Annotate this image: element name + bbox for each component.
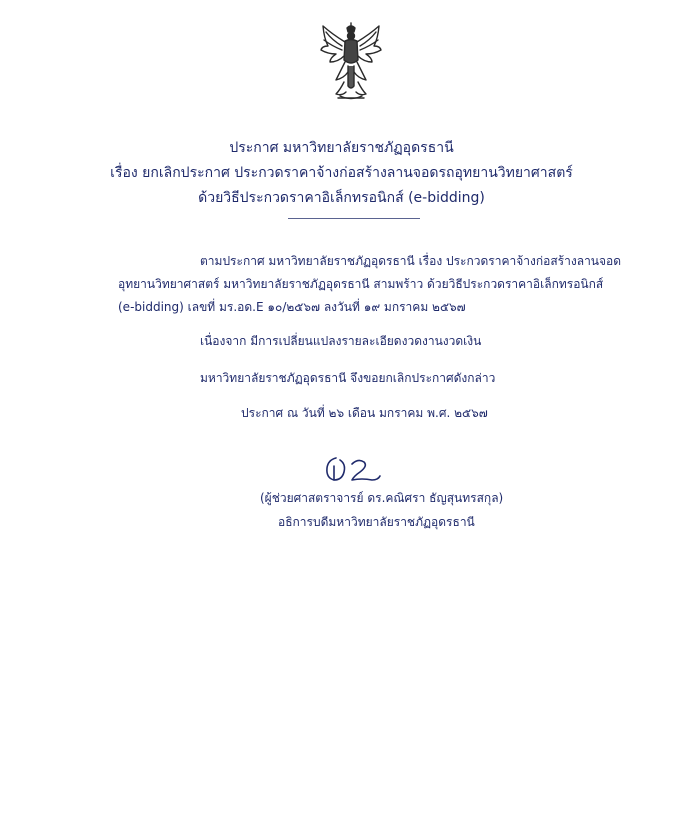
body-cancellation: มหาวิทยาลัยราชภัฏอุดรธานี จึงขอยกเลิกประกาศดังกล่าว [200,371,496,385]
body-reason: เนื่องจาก มีการเปลี่ยนแปลงรายละเอียดงวดงานงวดเงิน [200,334,482,348]
handwritten-signature-icon [322,454,384,484]
body-paragraph1-line2: อุทยานวิทยาศาสตร์ มหาวิทยาลัยราชภัฏอุดรธานี สามพร้าว ด้วยวิธีประกวดราคาอิเล็กทรอนิกส์ [118,277,604,291]
announcement-subject: เรื่อง ยกเลิกประกาศ ประกวดราคาจ้างก่อสร้างลานจอดรถอุทยานวิทยาศาสตร์ [110,165,573,181]
header-divider [288,218,420,219]
body-paragraph1-line1: ตามประกาศ มหาวิทยาลัยราชภัฏอุดรธานี เรื่อง ประกวดราคาจ้างก่อสร้างลานจอด [200,254,622,268]
body-paragraph1-line3: (e-bidding) เลขที่ มร.อด.E ๑๐/๒๕๖๗ ลงวันที่ ๑๙ มกราคม ๒๕๖๗ [118,300,466,314]
announcement-title: ประกาศ มหาวิทยาลัยราชภัฏอุดรธานี [229,140,454,156]
garuda-emblem-icon [318,20,384,102]
announcement-method: ด้วยวิธีประกวดราคาอิเล็กทรอนิกส์ (e-bidding) [198,190,485,206]
signatory-position: อธิการบดีมหาวิทยาลัยราชภัฏอุดรธานี [278,515,475,529]
signatory-name: (ผู้ช่วยศาสตราจารย์ ดร.คณิศรา ธัญสุนทรสกุล) [260,491,504,505]
announcement-date: ประกาศ ณ วันที่ ๒๖ เดือน มกราคม พ.ศ. ๒๕๖๗ [241,406,488,420]
